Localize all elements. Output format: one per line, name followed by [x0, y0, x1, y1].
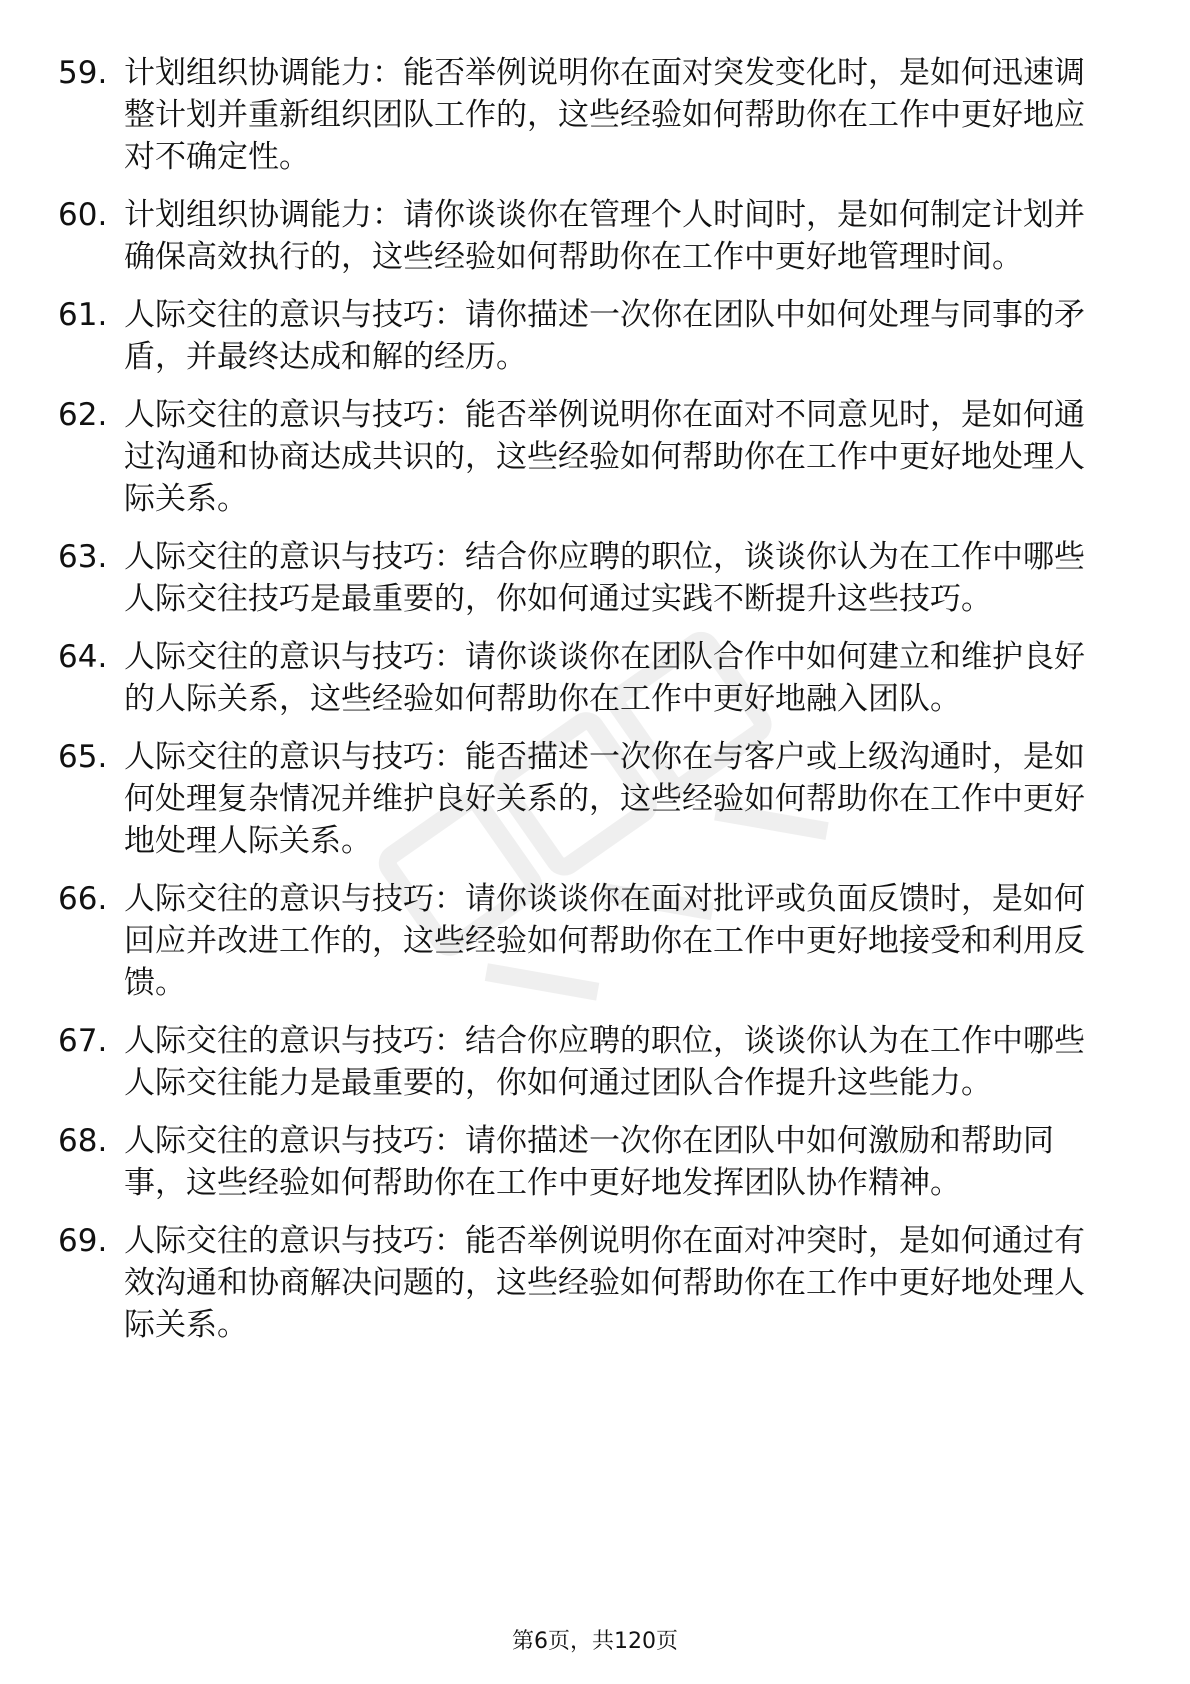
question-number: 61. — [58, 297, 108, 333]
question-text: 人际交往的意识与技巧：请你描述一次你在团队中如何激励和帮助同事，这些经验如何帮助你在工作中更好地发挥团队协作精神。 — [124, 1123, 1054, 1201]
question-item-65 — [58, 736, 1108, 862]
question-text: 人际交往的意识与技巧：能否描述一次你在与客户或上级沟通时，是如何处理复杂情况并维护良好关系的，这些经验如何帮助你在工作中更好地处理人际关系。 — [124, 739, 1085, 859]
question-text: 人际交往的意识与技巧：请你谈谈你在团队合作中如何建立和维护良好的人际关系，这些经验如何帮助你在工作中更好地融入团队。 — [124, 639, 1085, 717]
question-text: 计划组织协调能力：能否举例说明你在面对突发变化时，是如何迅速调整计划并重新组织团队工作的，这些经验如何帮助你在工作中更好地应对不确定性。 — [124, 55, 1085, 175]
question-item-63 — [58, 536, 1108, 620]
question-list — [58, 52, 1108, 1362]
question-item-59 — [58, 52, 1108, 178]
question-number: 63. — [58, 539, 108, 575]
question-text: 人际交往的意识与技巧：能否举例说明你在面对冲突时，是如何通过有效沟通和协商解决问题的，这些经验如何帮助你在工作中更好地处理人际关系。 — [124, 1223, 1085, 1343]
question-item-68 — [58, 1120, 1108, 1204]
question-number: 69. — [58, 1223, 108, 1259]
question-number: 67. — [58, 1023, 108, 1059]
question-item-64 — [58, 636, 1108, 720]
question-item-62 — [58, 394, 1108, 520]
question-item-61 — [58, 294, 1108, 378]
question-item-69 — [58, 1220, 1108, 1346]
page-number-label: 第6页，共120页 — [512, 1629, 678, 1654]
question-number: 65. — [58, 739, 108, 775]
question-text: 人际交往的意识与技巧：结合你应聘的职位，谈谈你认为在工作中哪些人际交往技巧是最重要的，你如何通过实践不断提升这些技巧。 — [124, 539, 1085, 617]
question-text: 人际交往的意识与技巧：结合你应聘的职位，谈谈你认为在工作中哪些人际交往能力是最重要的，你如何通过团队合作提升这些能力。 — [124, 1023, 1085, 1101]
question-text: 人际交往的意识与技巧：请你描述一次你在团队中如何处理与同事的矛盾，并最终达成和解的经历。 — [124, 297, 1085, 375]
question-text: 人际交往的意识与技巧：请你谈谈你在面对批评或负面反馈时，是如何回应并改进工作的，这些经验如何帮助你在工作中更好地接受和利用反馈。 — [124, 881, 1085, 1001]
question-number: 64. — [58, 639, 108, 675]
question-text: 人际交往的意识与技巧：能否举例说明你在面对不同意见时，是如何通过沟通和协商达成共识的，这些经验如何帮助你在工作中更好地处理人际关系。 — [124, 397, 1085, 517]
question-number: 60. — [58, 197, 108, 233]
question-number: 62. — [58, 397, 108, 433]
question-item-60 — [58, 194, 1108, 278]
question-number: 68. — [58, 1123, 108, 1159]
question-number: 66. — [58, 881, 108, 917]
question-number: 59. — [58, 55, 108, 91]
page-footer — [0, 1628, 1190, 1656]
question-item-66 — [58, 878, 1108, 1004]
question-text: 计划组织协调能力：请你谈谈你在管理个人时间时，是如何制定计划并确保高效执行的，这些经验如何帮助你在工作中更好地管理时间。 — [124, 197, 1085, 275]
question-item-67 — [58, 1020, 1108, 1104]
